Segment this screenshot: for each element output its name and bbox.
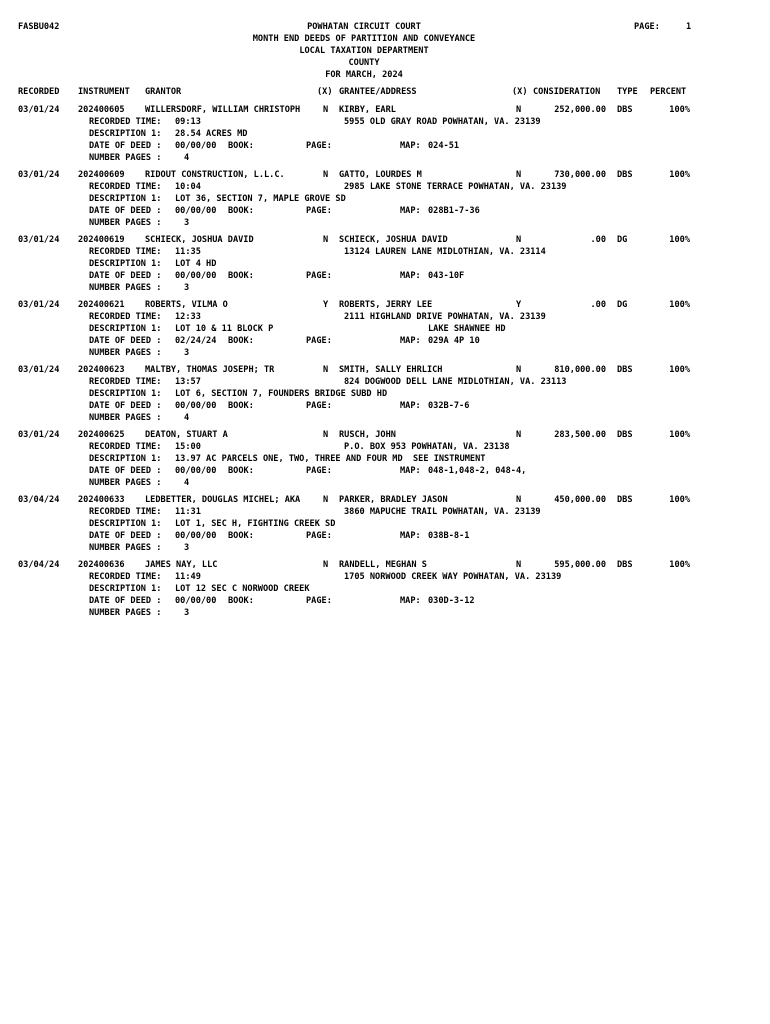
page-ref-label: PAGE: — [306, 531, 332, 541]
deed-record — [0, 299, 770, 363]
recorded-date: 03/01/24 — [18, 105, 60, 115]
number-pages-label: NUMBER PAGES : — [89, 153, 162, 163]
grantee-flag: N — [516, 105, 522, 115]
number-pages-label: NUMBER PAGES : — [89, 478, 162, 488]
consideration-amount: 730,000.00 — [554, 170, 606, 180]
instrument-number: 202400621 — [78, 300, 125, 310]
number-pages: 3 — [184, 348, 190, 358]
recorded-time-label: RECORDED TIME: — [89, 247, 162, 257]
deed-record — [0, 429, 770, 493]
grantee-name: PARKER, BRADLEY JASON — [339, 495, 448, 505]
grantee-address: 1705 NORWOOD CREEK WAY POWHATAN, VA. 23139 — [344, 572, 562, 582]
number-pages: 3 — [184, 218, 190, 228]
description-label: DESCRIPTION 1: — [89, 194, 162, 204]
book-label: BOOK: — [228, 596, 254, 606]
recorded-time-label: RECORDED TIME: — [89, 117, 162, 127]
recorded-time: 13:57 — [175, 377, 201, 387]
description-label: DESCRIPTION 1: — [89, 129, 162, 139]
deed-type: DBS — [617, 560, 633, 570]
recorded-time-label: RECORDED TIME: — [89, 442, 162, 452]
grantee-name: SMITH, SALLY EHRLICH — [339, 365, 443, 375]
grantee-flag: N — [516, 235, 522, 245]
report-title: MONTH END DEEDS OF PARTITION AND CONVEYANCE — [252, 34, 476, 44]
page-ref-label: PAGE: — [306, 206, 332, 216]
consideration-amount: 252,000.00 — [554, 105, 606, 115]
consideration-amount: 595,000.00 — [554, 560, 606, 570]
recorded-date: 03/04/24 — [18, 495, 60, 505]
deed-type: DBS — [617, 105, 633, 115]
grantor-flag: N — [323, 365, 329, 375]
col-instrument: INSTRUMENT — [78, 87, 130, 97]
grantor-name: SCHIECK, JOSHUA DAVID — [145, 235, 254, 245]
deed-record — [0, 169, 770, 233]
grantee-name: GATTO, LOURDES M — [339, 170, 422, 180]
deed-record — [0, 104, 770, 168]
map-label: MAP: — [400, 206, 421, 216]
description-text: 28.54 ACRES MD — [175, 129, 248, 139]
book-label: BOOK: — [228, 401, 254, 411]
deed-type: DBS — [617, 495, 633, 505]
date-of-deed-label: DATE OF DEED : — [89, 206, 162, 216]
page-ref-label: PAGE: — [306, 596, 332, 606]
date-of-deed-label: DATE OF DEED : — [89, 141, 162, 151]
col-consideration: CONSIDERATION — [533, 87, 601, 97]
map-label: MAP: — [400, 271, 421, 281]
consideration-amount: 283,500.00 — [554, 430, 606, 440]
date-of-deed: 00/00/00 — [175, 141, 217, 151]
number-pages-label: NUMBER PAGES : — [89, 413, 162, 423]
number-pages: 4 — [184, 478, 190, 488]
map-number: 024-51 — [428, 141, 460, 151]
grantee-flag: N — [516, 170, 522, 180]
grantor-flag: N — [323, 430, 329, 440]
description-label: DESCRIPTION 1: — [89, 519, 162, 529]
deed-record — [0, 234, 770, 298]
report-period: FOR MARCH, 2024 — [325, 70, 403, 80]
grantee-flag: Y — [516, 300, 522, 310]
page-number: 1 — [686, 22, 692, 32]
recorded-date: 03/01/24 — [18, 170, 60, 180]
description-label: DESCRIPTION 1: — [89, 584, 162, 594]
number-pages: 3 — [184, 608, 190, 618]
description-text: 13.97 AC PARCELS ONE, TWO, THREE AND FOUR MD SEE INSTRUMENT — [175, 454, 486, 464]
grantee-name: SCHIECK, JOSHUA DAVID — [339, 235, 448, 245]
date-of-deed: 00/00/00 — [175, 271, 217, 281]
number-pages-label: NUMBER PAGES : — [89, 218, 162, 228]
description-text: LOT 4 HD — [175, 259, 217, 269]
instrument-number: 202400623 — [78, 365, 125, 375]
date-of-deed: 02/24/24 — [175, 336, 217, 346]
col-x2: (X) — [512, 87, 528, 97]
date-of-deed-label: DATE OF DEED : — [89, 596, 162, 606]
col-type: TYPE — [617, 87, 638, 97]
recorded-date: 03/01/24 — [18, 300, 60, 310]
date-of-deed: 00/00/00 — [175, 206, 217, 216]
description-label: DESCRIPTION 1: — [89, 389, 162, 399]
percent-value: 100% — [669, 560, 690, 570]
book-label: BOOK: — [228, 466, 254, 476]
date-of-deed-label: DATE OF DEED : — [89, 531, 162, 541]
grantee-name: RUSCH, JOHN — [339, 430, 396, 440]
consideration-amount: .00 — [590, 300, 606, 310]
grantee-flag: N — [516, 430, 522, 440]
col-grantor: GRANTOR — [145, 87, 182, 97]
col-grantee: GRANTEE/ADDRESS — [339, 87, 417, 97]
recorded-date: 03/04/24 — [18, 560, 60, 570]
description-text: LOT 6, SECTION 7, FOUNDERS BRIDGE SUBD HD — [175, 389, 388, 399]
map-label: MAP: — [400, 596, 421, 606]
percent-value: 100% — [669, 365, 690, 375]
number-pages: 4 — [184, 153, 190, 163]
number-pages: 3 — [184, 543, 190, 553]
col-percent: PERCENT — [650, 87, 687, 97]
grantee-name: ROBERTS, JERRY LEE — [339, 300, 433, 310]
grantee-flag: N — [516, 365, 522, 375]
grantor-flag: N — [323, 170, 329, 180]
grantor-name: JAMES NAY, LLC — [145, 560, 218, 570]
deed-type: DBS — [617, 365, 633, 375]
deed-type: DG — [617, 235, 628, 245]
map-number: 030D-3-12 — [428, 596, 475, 606]
grantee-address: P.O. BOX 953 POWHATAN, VA. 23138 — [344, 442, 510, 452]
grantor-name: DEATON, STUART A — [145, 430, 228, 440]
grantee-flag: N — [516, 495, 522, 505]
grantee-name: RANDELL, MEGHAN S — [339, 560, 427, 570]
map-label: MAP: — [400, 531, 421, 541]
recorded-time-label: RECORDED TIME: — [89, 507, 162, 517]
date-of-deed: 00/00/00 — [175, 401, 217, 411]
col-x1: (X) — [317, 87, 333, 97]
page-ref-label: PAGE: — [306, 141, 332, 151]
grantor-name: ROBERTS, VILMA O — [145, 300, 228, 310]
description-text: LOT 1, SEC H, FIGHTING CREEK SD — [175, 519, 336, 529]
description-label: DESCRIPTION 1: — [89, 324, 162, 334]
instrument-number: 202400619 — [78, 235, 125, 245]
description-text: LOT 10 & 11 BLOCK P — [175, 324, 274, 334]
recorded-time: 11:49 — [175, 572, 201, 582]
grantee-address: 824 DOGWOOD DELL LANE MIDLOTHIAN, VA. 23113 — [344, 377, 567, 387]
consideration-amount: 810,000.00 — [554, 365, 606, 375]
map-number: 032B-7-6 — [428, 401, 470, 411]
description-text: LOT 36, SECTION 7, MAPLE GROVE SD — [175, 194, 346, 204]
recorded-date: 03/01/24 — [18, 235, 60, 245]
grantor-name: MALTBY, THOMAS JOSEPH; TR — [145, 365, 275, 375]
percent-value: 100% — [669, 430, 690, 440]
description-label: DESCRIPTION 1: — [89, 259, 162, 269]
grantor-name: RIDOUT CONSTRUCTION, L.L.C. — [145, 170, 285, 180]
map-number: 043-10F — [428, 271, 465, 281]
instrument-number: 202400609 — [78, 170, 125, 180]
recorded-time: 12:33 — [175, 312, 201, 322]
number-pages: 3 — [184, 283, 190, 293]
map-label: MAP: — [400, 336, 421, 346]
grantor-flag: N — [323, 235, 329, 245]
map-number: 038B-8-1 — [428, 531, 470, 541]
recorded-time: 15:00 — [175, 442, 201, 452]
date-of-deed-label: DATE OF DEED : — [89, 271, 162, 281]
book-label: BOOK: — [228, 141, 254, 151]
date-of-deed: 00/00/00 — [175, 466, 217, 476]
book-label: BOOK: — [228, 271, 254, 281]
grantee-address: 3860 MAPUCHE TRAIL POWHATAN, VA. 23139 — [344, 507, 541, 517]
percent-value: 100% — [669, 300, 690, 310]
grantor-flag: Y — [323, 300, 329, 310]
county-label: COUNTY — [348, 58, 380, 68]
deed-type: DBS — [617, 170, 633, 180]
date-of-deed: 00/00/00 — [175, 596, 217, 606]
number-pages-label: NUMBER PAGES : — [89, 283, 162, 293]
percent-value: 100% — [669, 495, 690, 505]
deed-record — [0, 364, 770, 428]
instrument-number: 202400625 — [78, 430, 125, 440]
number-pages: 4 — [184, 413, 190, 423]
col-recorded: RECORDED — [18, 87, 60, 97]
consideration-amount: .00 — [590, 235, 606, 245]
map-number: 028B1-7-36 — [428, 206, 480, 216]
book-label: BOOK: — [228, 531, 254, 541]
description-text: LOT 12 SEC C NORWOOD CREEK — [175, 584, 310, 594]
number-pages-label: NUMBER PAGES : — [89, 543, 162, 553]
number-pages-label: NUMBER PAGES : — [89, 348, 162, 358]
instrument-number: 202400605 — [78, 105, 125, 115]
deed-record — [0, 494, 770, 558]
recorded-time-label: RECORDED TIME: — [89, 572, 162, 582]
consideration-amount: 450,000.00 — [554, 495, 606, 505]
recorded-time-label: RECORDED TIME: — [89, 182, 162, 192]
percent-value: 100% — [669, 105, 690, 115]
grantee-name: KIRBY, EARL — [339, 105, 396, 115]
page-ref-label: PAGE: — [306, 271, 332, 281]
instrument-number: 202400633 — [78, 495, 125, 505]
grantee-address: 5955 OLD GRAY ROAD POWHATAN, VA. 23139 — [344, 117, 541, 127]
map-number: 029A 4P 10 — [428, 336, 480, 346]
grantor-flag: N — [323, 495, 329, 505]
date-of-deed-label: DATE OF DEED : — [89, 401, 162, 411]
grantor-name: WILLERSDORF, WILLIAM CHRISTOPH — [145, 105, 301, 115]
deed-type: DG — [617, 300, 628, 310]
department-name: LOCAL TAXATION DEPARTMENT — [299, 46, 429, 56]
percent-value: 100% — [669, 170, 690, 180]
recorded-time: 10:04 — [175, 182, 201, 192]
grantee-address: 2111 HIGHLAND DRIVE POWHATAN, VA. 23139 — [344, 312, 546, 322]
grantee-flag: N — [516, 560, 522, 570]
recorded-date: 03/01/24 — [18, 430, 60, 440]
number-pages-label: NUMBER PAGES : — [89, 608, 162, 618]
description-label: DESCRIPTION 1: — [89, 454, 162, 464]
book-label: BOOK: — [228, 206, 254, 216]
recorded-time: 11:35 — [175, 247, 201, 257]
map-label: MAP: — [400, 401, 421, 411]
grantee-address-extra: LAKE SHAWNEE HD — [428, 324, 506, 334]
page-label: PAGE: — [634, 22, 660, 32]
date-of-deed-label: DATE OF DEED : — [89, 336, 162, 346]
report-id: FASBU042 — [18, 22, 60, 32]
recorded-time: 11:31 — [175, 507, 201, 517]
book-label: BOOK: — [228, 336, 254, 346]
recorded-time-label: RECORDED TIME: — [89, 377, 162, 387]
court-name: POWHATAN CIRCUIT COURT — [307, 22, 421, 32]
grantor-flag: N — [323, 560, 329, 570]
grantor-name: LEDBETTER, DOUGLAS MICHEL; AKA — [145, 495, 301, 505]
date-of-deed-label: DATE OF DEED : — [89, 466, 162, 476]
deed-record — [0, 559, 770, 623]
page-ref-label: PAGE: — [306, 401, 332, 411]
recorded-time: 09:13 — [175, 117, 201, 127]
page-ref-label: PAGE: — [306, 466, 332, 476]
grantee-address: 13124 LAUREN LANE MIDLOTHIAN, VA. 23114 — [344, 247, 546, 257]
deed-type: DBS — [617, 430, 633, 440]
date-of-deed: 00/00/00 — [175, 531, 217, 541]
grantor-flag: N — [323, 105, 329, 115]
map-number: 048-1,048-2, 048-4, — [428, 466, 527, 476]
recorded-time-label: RECORDED TIME: — [89, 312, 162, 322]
page-ref-label: PAGE: — [306, 336, 332, 346]
map-label: MAP: — [400, 141, 421, 151]
recorded-date: 03/01/24 — [18, 365, 60, 375]
grantee-address: 2985 LAKE STONE TERRACE POWHATAN, VA. 23139 — [344, 182, 567, 192]
map-label: MAP: — [400, 466, 421, 476]
percent-value: 100% — [669, 235, 690, 245]
instrument-number: 202400636 — [78, 560, 125, 570]
